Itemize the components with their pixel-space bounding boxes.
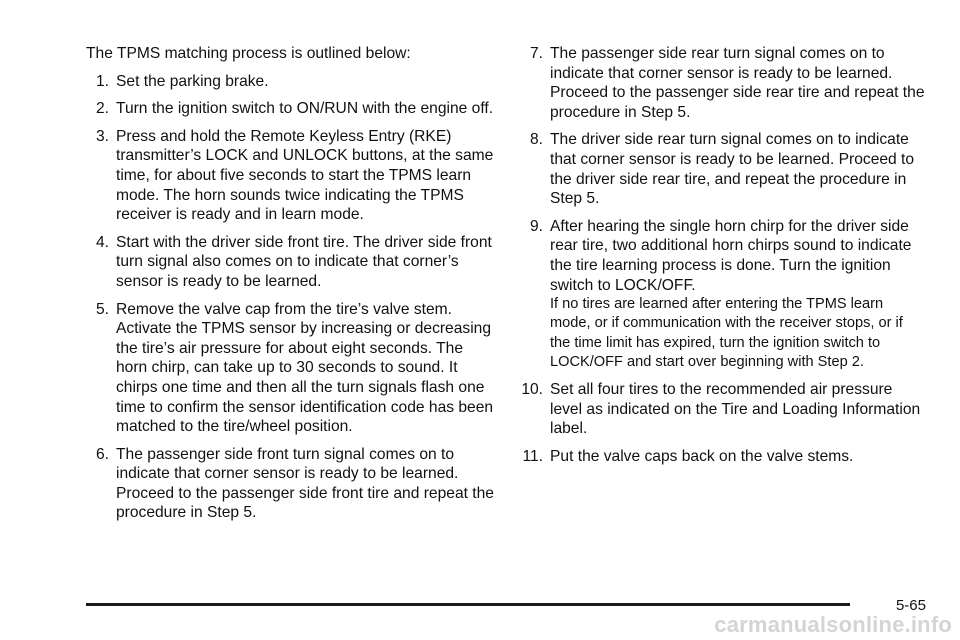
step-number: 10. — [521, 380, 543, 398]
step-text: Remove the valve cap from the tire’s valve stem. Activate the TPMS sensor by increasing or decreasing the tire’s air pressure for about eight seconds. The horn chirp, can take up to 30 seconds to sound. It chirps one time and then all the turn signals flash one time to confirm the sensor identification code has been matched to the tire/wheel position. — [116, 300, 494, 436]
step-text: After hearing the single horn chirp for the driver side rear tire, two additional horn chirps sound to indicate the tire learning process is done. Turn the ignition switch to LOCK/OFF. — [550, 217, 912, 294]
intro-text: The TPMS matching process is outlined below: — [86, 45, 411, 62]
step-text: Turn the ignition switch to ON/RUN with the engine off. — [116, 100, 494, 118]
step-text: Put the valve caps back on the valve stems. — [550, 447, 854, 465]
left-column — [86, 44, 498, 531]
step-8 — [520, 130, 925, 208]
step-text: Set the parking brake. — [116, 72, 269, 90]
step-number: 5. — [95, 300, 109, 318]
right-column — [520, 44, 925, 474]
step-2 — [86, 99, 498, 119]
step-number: 1. — [95, 72, 109, 90]
step-6 — [86, 445, 498, 523]
step-text: Start with the driver side front tire. The driver side front turn signal also comes on to indicate that corner’s sensor is ready to be learned. — [116, 233, 492, 290]
step-number: 9. — [529, 217, 543, 235]
step-text: The driver side rear turn signal comes on to indicate that corner sensor is ready to be learned. Proceed to the driver side rear tire, and repeat the procedure in Step 5. — [550, 131, 915, 208]
step-7 — [520, 44, 925, 122]
step-number: 6. — [95, 445, 109, 463]
step-number: 8. — [529, 131, 543, 149]
watermark: carmanualsonline.info — [714, 612, 952, 637]
step-3 — [86, 127, 498, 225]
step-number: 11. — [522, 447, 543, 465]
step-4 — [86, 233, 498, 292]
step-11 — [520, 447, 925, 467]
step-note: If no tires are learned after entering the TPMS learn mode, or if communication with the receiver stops, or if the time limit has expired, turn the ignition switch to LOCK/OFF and start over beginning with Step 2. — [550, 296, 903, 370]
step-number: 7. — [529, 45, 543, 62]
step-text: The passenger side rear turn signal comes on to indicate that corner sensor is ready to be learned. Proceed to the passenger side rear tire and repeat the procedure in Step 5. — [550, 45, 925, 121]
step-10 — [520, 380, 925, 439]
step-text: Press and hold the Remote Keyless Entry (RKE) transmitter’s LOCK and UNLOCK buttons, at the same time, for about five seconds to start the TPMS learn mode. The horn sounds twice indicating the TPMS receiver is ready and in learn mode. — [116, 127, 494, 224]
step-number: 3. — [95, 127, 109, 145]
step-1 — [86, 72, 498, 92]
step-number: 2. — [95, 100, 109, 118]
step-number: 4. — [95, 233, 109, 251]
page-number: 5-65 — [895, 597, 926, 614]
step-text: Set all four tires to the recommended air pressure level as indicated on the Tire and Loading Information label. — [550, 380, 921, 438]
step-text: The passenger side front turn signal comes on to indicate that corner sensor is ready to be learned. Proceed to the passenger side front tire and repeat the procedure in Step 5. — [116, 445, 494, 522]
step-9 — [520, 217, 925, 372]
footer-rule — [86, 603, 850, 606]
step-5 — [86, 300, 498, 437]
